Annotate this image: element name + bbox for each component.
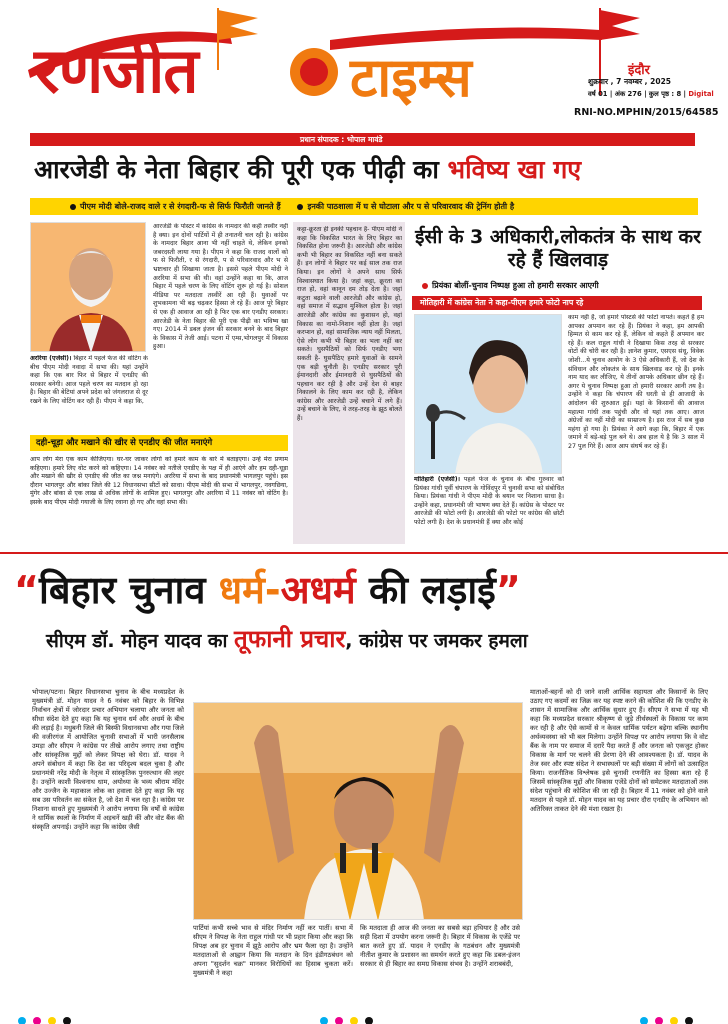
story2-caption-text: पहले फेज के चुनाव के बीच गुरुवार को प्रियंका गांधी पूर्वी चंपारण के गोविंदपुर में चुनावी सभा को संबोधित किया। प्रियंका गांधी ने पीएम मोदी के बयान पर निशाना साधा है। उन्होंने कहा, प्रधानमंत्री जी भाषण क्या देते हैं। कांग्रेस के पोस्टर पर आरजेडी की फोटो लगी है। आरजेडी की फोटो पर कांग्रेस की छोटी फोटो लगी है। देश के प्रधानमंत्री हैं क्या और कोई — [414, 476, 564, 526]
date-line: शुक्रवार , 7 नवम्बर , 2025 — [588, 77, 672, 86]
story1-headline — [34, 152, 704, 188]
editor-line: प्रधान संपादक : भोपाल मावंडे — [300, 135, 383, 144]
story1-caption-text: बिहार में पहले फेज की वोटिंग के बीच पीएम मोदी नवादा में सभा की। यहां उन्होंने कहा कि एक बार फिर से बिहार में एनडीए की सरकार बनेगी। आज पहले चरण का मतदान हो रहा है। बिहार की बेटियां अपने प्रदेश को जंगलराज से दूर रखने के लिए वोटिंग कर रही हैं। पीएम ने कहा कि, — [30, 355, 148, 405]
story2-caption — [414, 476, 564, 544]
story1-headline-highlight: भविष्य खा गए — [447, 155, 582, 184]
story1-col-mid: आरजेडी के पोस्टर में कांग्रेस के नामदार की कहीं तस्वीर नहीं है क्या। इन दोनों पार्टियों में ही तनातनी चल रही है। कांग्रेस के नामदार बिहार आना भी नहीं चाहते थे, लेकिन इनको जबरदस्ती लाया गया है। पीएम ने कहा कि राजद वालों को फ से फिरौती, र से रंगदारी, प से परिवारवाद और भ से भ्रष्टाचार ही सिखाया जाता है। इससे पहले पीएम मोदी ने अररिया में सभा की थी। वहां उन्होंने कहा था कि, आज बिहार में पहले चरण के लिए वोटिंग शुरू हो गई है। सोशल मीडिया पर मतदाता तस्वीरें आ रही हैं। युवाओं पर शुभकामना भी बढ़ चढ़कर हिस्सा ले रहे हैं। आज पूरे बिहार से एक ही आवाज आ रही है फिर एक बार एनडीए सरकार। आरजेडी के नेता बिहार की पूरी एक पीढ़ी का भविष्य खा गए। 2014 में डबल इंजन की सरकार बनने के बाद बिहार के विकास में तेजी आई। पटना में एम्स,भोगलपुर में विकास हुआ। — [153, 223, 288, 351]
digital-label: Digital — [688, 90, 714, 98]
masthead — [0, 0, 728, 130]
bullet-icon — [70, 204, 76, 210]
story3-subheadline — [46, 624, 706, 656]
story2-caption-dateline: मोतिहारी (एजेंसी)। — [414, 476, 460, 483]
story1-caption — [30, 355, 148, 433]
story1-sub-a: पीएम मोदी बोले-राजद वाले र से रंगदारी-फ से सिर्फ फिरौती जानते हैं — [80, 202, 281, 211]
side-text: आप लोग मेरा एक काम कीजिएगा। घर-घर जाकर लोगों को हमारे काम के बारे में बताइएगा। उन्हें मेरा प्रणाम कहिएगा। हमारे लिए वोट करने को कहिएगा। 14 नवंबर को नतीजे एनडीए के पक्ष में ही आएंगे और हम दही-चूड़ा और मखाने की खीर से एनडीए की जीत का जश्न मनाएंगे। अररिया में सभा के बाद प्रधानमंत्री भागलपुर पहुंचे। इस दौरान भागलपुर और बांका जिले की 12 विधानसभा सीटों को साधा। पीएम मोदी की सभा में भागलपुर, नवगछिया, मुंगेर और बांका से एक लाख से अधिक लोगों के शामिल हुए। भागलपुर और अररिया में 11 नवंबर को वोटिंग है। इसके बाद पीएम मोदी गयाजी के लिए रवाना हो गए और वहां सभा की। — [30, 456, 288, 506]
story3-h-black2: की लड़ाई — [355, 568, 496, 612]
story3-col1: भोपाल/पटना। बिहार विधानसभा चुनाव के बीच मध्यप्रदेश के मुख्यमंत्री डॉ. मोहन यादव ने 6 नवंबर को बिहार के विभिन्न निर्वाचन क्षेत्रों में जोरदार प्रचार अभियान चलाया और जनता को सीधा संदेश देते हुए कहा कि यह चुनाव धर्म और अधर्म के बीच की लड़ाई है। मधुबनी जिले की बिस्फी विधानसभा और गया जिले की वजीरगंज में आयोजित चुनावी सभाओं में भारी जनसैलाब उमड़ा और सीएम ने कांग्रेस पर तीखे आरोप लगाए तथा राष्ट्रीय और सांस्कृतिक मुद्दों को लेकर विपक्ष को घेरा। डॉ. यादव ने अपने संबोधन में कहा कि देश का परिदृश्य बदल चुका है और प्रधानमंत्री नरेंद्र मोदी के नेतृत्व में सांस्कृतिक पुनरुत्थान की लहर है। उन्होंने काशी विश्वनाथ धाम, अयोध्या के भव्य श्रीराम मंदिर और उज्जैन के महाकाल लोक का हवाला देते हुए कहा कि यह सब उस परिवर्तन का संकेत है, जो देश में चल रहा है। कांग्रेस पर निशाना साधते हुए मुख्यमंत्री ने आरोप लगाया कि वर्षों से कांग्रेस ने धार्मिक स्थलों के निर्माण में अड़चनें खड़ी कीं और वोट बैंक की संस्कृति अपनाई। उन्होंने कहा कि कांग्रेस जैसी — [32, 688, 184, 831]
modi-photo — [30, 222, 146, 352]
brand-right: टाइम्स — [350, 46, 472, 109]
brand-left: रणजीत — [34, 34, 198, 107]
section-divider — [0, 552, 728, 554]
rni-number: RNI-NO.MPHIN/2015/64585 — [574, 107, 719, 118]
story3-h-orange: धर्म- — [218, 568, 281, 612]
issue-text: वर्ष 01 | अंक 276 | कुल पृष्ठ : 8 | — [588, 90, 687, 98]
side-head: दही-चूड़ा और मखाने की खीर से एनडीए की जीत मनाएंगे — [36, 438, 213, 448]
story3-sub-black2: , कांग्रेस पर जमकर हमला — [345, 630, 528, 652]
story3-sub-red: तूफानी प्रचार — [234, 625, 346, 653]
story3-headline — [14, 566, 714, 614]
issue-line — [588, 89, 714, 98]
quote-close: ” — [495, 568, 521, 612]
story3-col3: कि मतदाता ही आज की जनता का सबसे बड़ा हथियार है और उसे सही दिशा में उपयोग करना जरूरी है। बिहार में विकास के एजेंडे पर बात करते हुए डॉ. यादव ने एनडीए के गठबंधन और मुख्यमंत्री नीतीश कुमार के प्रशासन का समर्थन करते हुए कहा कि डबल-इंजन सरकार से ही बिहार का समग्र विकास संभव है। उन्होंने शराबबंदी, — [360, 924, 520, 968]
story2-headline: ईसी के 3 अधिकारी,लोकतंत्र के साथ कर रहे हैं खिलवाड़ — [415, 226, 701, 271]
color-registration-dots-left — [18, 1010, 78, 1024]
color-registration-dots-right — [640, 1010, 700, 1024]
story1-sub-b: इनकी पाठशाला में घ से घोटाला और प से परिवारवाद की ट्रेनिंग होती है — [307, 202, 515, 211]
bullet-icon — [422, 283, 428, 289]
story3-h-black1: बिहार चुनाव — [38, 568, 219, 612]
mohan-yadav-photo — [193, 702, 523, 920]
story3-sub-black: सीएम डॉ. मोहन यादव का — [46, 630, 235, 652]
story3-h-red: अधर्म — [280, 568, 356, 612]
story3-col4: माताओं-बहनों को दी जाने वाली आर्थिक सहायता और किसानों के लिए उठाए गए कदमों का जिक्र कर यह स्पष्ट करने की कोशिश की कि एनडीए के शासन में सामाजिक और आर्थिक सुधार हुए हैं। सीएम ने सभा में यह भी कहा कि मध्यप्रदेश सरकार श्रीकृष्ण से जुड़े तीर्थस्थलों के विकास पर काम कर रही है और ऐसे कामों से न केवल धार्मिक पर्यटन बढ़ेगा बल्कि स्थानीय अर्थव्यवस्था को भी बल मिलेगा। उन्होंने विपक्ष पर आरोप लगाया कि वे वोट बैंक के नाम पर समाज में दरारें पैदा करते हैं और जनता को एकजुट होकर विकास के मार्ग पर चलने की प्रेरणा देने की आवश्यकता है। डॉ. यादव के तेज स्वर और स्पष्ट संदेश ने सभास्थलों पर बड़ी संख्या में लोगों को उत्साहित किया। राजनीतिक विश्लेषक इसे चुनावी रणनीति का हिस्सा बता रहे हैं जिसमें सांस्कृतिक मुद्दों और विकास एजेंडे दोनों को समेटकर मतदाताओं तक संदेश पहुंचाने की कोशिश की जा रही है। बिहार में 11 नवंबर को होने वाले मतदान से पहले डॉ. मोहन यादव का यह प्रचार दौरा एनडीए के अभियान को अतिरिक्त ताकत देने की मंशा रखता है। — [530, 688, 708, 813]
story1-subhead-bar — [30, 198, 698, 215]
story2-kicker-text: प्रियंका बोलीं-चुनाव निष्पक्ष हुआ तो हमारी सरकार आएगी — [432, 281, 599, 290]
story3-col2: पार्टियां कभी सच्चे भाव से मंदिर निर्माण नहीं कर पातीं। सभा में सीएम ने विपक्ष के नेता राहुल गांधी पर भी प्रहार किया और कहा कि विपक्ष अब हर चुनाव में झूठे आरोप और भ्रम फैला रहा है। उन्होंने मतदाताओं से आह्वान किया कि मतदान के दिन इंडीगठबंधन को अपना "सुदर्शन चक्र" मानकर विरोधियों का हिसाब चुकता करें। मुख्यमंत्री ने कहा — [193, 924, 353, 977]
color-registration-dots-center — [320, 1010, 380, 1024]
priyanka-photo — [414, 314, 562, 474]
story2-kicker — [420, 280, 704, 292]
quote-open: “ — [14, 568, 39, 612]
bullet-icon — [297, 204, 303, 210]
story2-col: काम नहीं है, जो हमारे पोस्टर्स की फोटो नापते। कहते हैं हम आपका अपमान कर रहे हैं। प्रियंका ने कहा, हम आपकी हिम्मत से काम कर रहे हैं, लेकिन वो कहते हैं अपमान कर रहे हैं। कल राहुल गांधी ने दिखाया किस तरह से सरकार वोटों की चोरी कर रही है। ज्ञानेश कुमार, एसएस संधू, विवेक जोशी...ये चुनाव आयोग के 3 ऐसे अधिकारी हैं, जो देश के संविधान और लोकतंत्र के साथ खिलवाड़ कर रहे हैं। इनके नाम याद कर लीजिए, ये तीनों आपके अधिकार छीन रहे हैं। अगर ये चुनाव निष्पक्ष हुआ तो हमारी सरकार आनी तय है। उन्होंने ने कहा कि चंपारण की धरती से ही आजादी के आंदोलन की शुरुआत हुई। यहां के किसानों की आवाज महात्मा गांधी तक पहुंची और वो यहां तक आए। आज अंग्रेजों का नहीं मोदी का साम्राज्य है। इस राज में सब कुछ महंगा हो गया है। प्रियंका ने आगे कहा कि, बिहार में एक जमाने में बड़े-बड़े पुल बने थे। अब हाल ये है कि 3 साल में 27 पुल गिरे हैं। आज आप संघर्ष कर रहे हैं। — [568, 314, 704, 450]
story1-headline-text: आरजेडी के नेता बिहार की पूरी एक पीढ़ी का — [34, 155, 448, 184]
story1-col-right: कट्टा-क्रूरता ही इनकी पहचान है- पीएम मोदी ने कहा कि विकसित भारत के लिए बिहार का विकसित होना जरूरी है। आरजेडी और कांग्रेस कभी भी बिहार का विकसित नहीं बना सकते हैं। इन लोगों ने बिहार पर कई साल तक राज किया। इन लोगों ने अपने साथ सिर्फ विश्वासघात किया है। जहां कट्टा, क्रूरता का राज हो, वहां कानून दम तोड़ देता है। जहां कटुता बढ़ाने वाली आरजेडी और कांग्रेस हो, वहां समाज में सद्भाव मुश्किल होता है। जहां आरजेडी और कांग्रेस का कुशासन हो, वहां विकास का नामो-निशान नहीं होता है। जहां करप्शन हो, वहां सामाजिक न्याय नहीं मिलता, ऐसे लोग कभी भी बिहार का भला नहीं कर सकते। घुसपैठियों को सिर्फ एनडीए भगा सकती है- घुसपैठिए हमारे युवाओं के सामने एक बड़ी चुनौती है। एनडीए सरकार पूरी ईमानदारी और ईमानदारी से घुसपैठियों की पहचान कर रही है और उन्हें देश से बाहर निकालने के लिए काम कर रही है, लेकिन कांग्रेस और आरजेडी उन्हें बचाने में लगे हैं। उन्हें बचाने के लिए, वे तरह-तरह के झूठ बोलते हैं। — [297, 226, 402, 423]
story2-bar-text: मोतिहारी में कांग्रेस नेता ने कहा-पीएम हमारे फोटो नाप रहे — [420, 298, 584, 307]
story1-caption-dateline: अररिया (एजेंसी)। — [30, 355, 72, 362]
city-name: इंदौर — [628, 63, 650, 78]
